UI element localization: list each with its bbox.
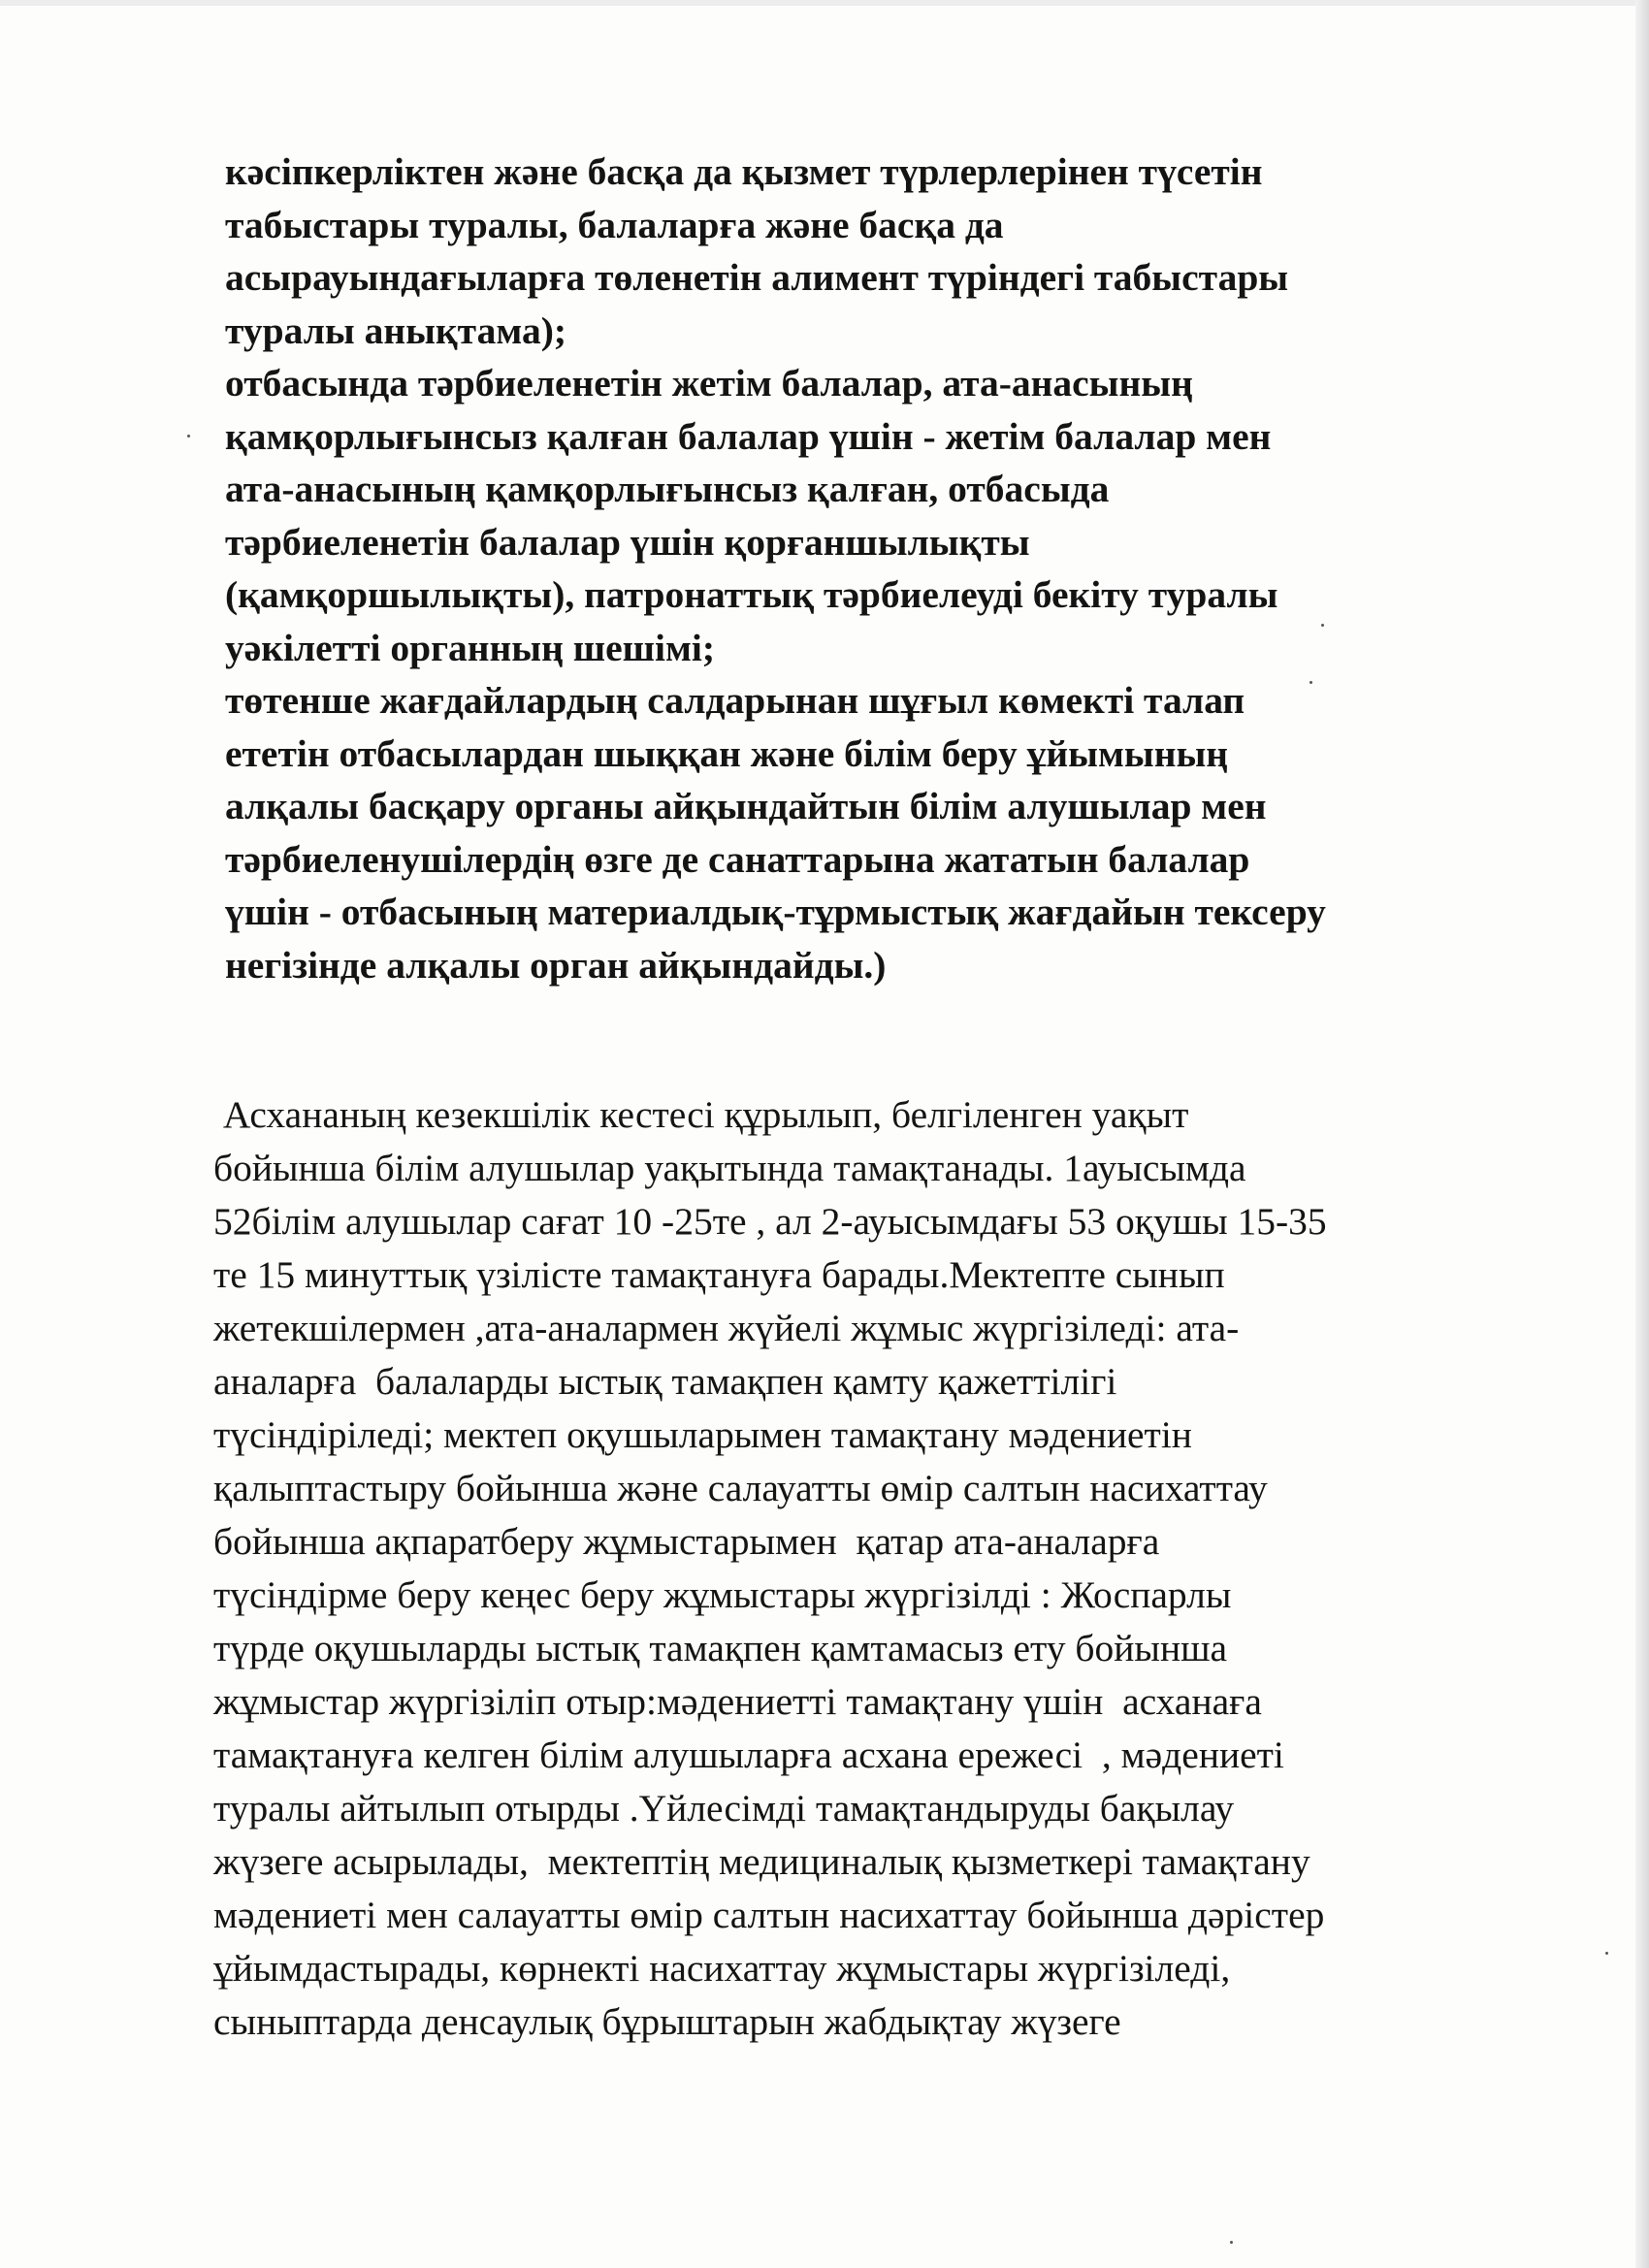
text-line: түсіндіріледі; мектеп оқушыларымен тамақтану мәдениетін [213, 1413, 1192, 1456]
text-line: қалыптастыру бойынша және салауатты өмір салтын насихаттау [213, 1467, 1268, 1509]
text-line: жұмыстар жүргізіліп отыр:мәдениетті тамақтану үшін асханаға [213, 1680, 1262, 1723]
text-line: туралы анықтама); [225, 308, 567, 352]
text-line: (қамқоршылықты), патронаттық тәрбиелеуді бекіту туралы [225, 573, 1278, 616]
text-line: аналарға балаларды ыстық тамақпен қамту қажеттілігі [213, 1360, 1117, 1403]
text-line: бойынша білім алушылар уақытында тамақтанады. 1ауысымда [213, 1147, 1246, 1189]
text-line: тәрбиеленушілердің өзге де санаттарына жататын балалар [225, 837, 1250, 881]
scan-speck [1230, 2241, 1233, 2244]
text-line: табыстары туралы, балаларға және басқа да [225, 203, 1004, 246]
text-line: туралы айтылып отырды .Үйлесімді тамақтандыруды бақылау [213, 1787, 1235, 1830]
text-line: түрде оқушыларды ыстық тамақпен қамтамасыз ету бойынша [213, 1627, 1228, 1669]
text-line: те 15 минуттық үзілісте тамақтануға барады.Мектепте сынып [213, 1253, 1225, 1296]
text-line: отбасында тәрбиеленетін жетім балалар, ата-анасының [225, 362, 1193, 405]
text-line: ететін отбасылардан шыққан және білім беру ұйымының [225, 731, 1229, 775]
text-line: қамқорлығынсыз қалған балалар үшін - жетім балалар мен [225, 414, 1272, 458]
scan-speck [1605, 1952, 1608, 1955]
text-line: тәрбиеленетін балалар үшін қорғаншылықты [225, 520, 1030, 564]
body-paragraph [213, 1088, 1474, 2049]
text-line: 52білім алушылар сағат 10 -25те , ал 2-ауысымдағы 53 оқушы 15-35 [213, 1200, 1327, 1243]
text-line: Асхананың кезекшілік кестесі құрылып, белгіленген уақыт [213, 1093, 1189, 1136]
scan-speck [187, 435, 190, 437]
scan-top-edge [0, 0, 1649, 6]
scan-right-edge [1635, 0, 1649, 2268]
text-line: түсіндірме беру кеңес беру жұмыстары жүргізілді : Жоспарлы [213, 1573, 1232, 1616]
text-line: мәдениеті мен салауатты өмір салтын насихаттау бойынша дәрістер [213, 1894, 1325, 1936]
bold-paragraph [225, 146, 1486, 991]
text-line: бойынша ақпаратберу жұмыстарымен қатар ата-аналарға [213, 1520, 1160, 1563]
text-line: ата-анасының қамқорлығынсыз қалған, отбасыда [225, 468, 1110, 510]
text-line: асырауындағыларға төленетін алимент түріндегі табыстары [225, 256, 1289, 299]
text-line: жетекшілермен ,ата-аналармен жүйелі жұмыс жүргізіледі: ата- [213, 1307, 1240, 1349]
text-line: кәсіпкерліктен және басқа да қызмет түрлерлерінен түсетін [225, 150, 1263, 193]
text-line: төтенше жағдайлардың салдарынан шұғыл көмекті талап [225, 679, 1245, 722]
text-line: сыныптарда денсаулық бұрыштарын жабдықтау жүзеге [213, 2000, 1121, 2043]
text-line: жүзеге асырылады, мектептің медициналық қызметкері тамақтану [213, 1840, 1310, 1883]
text-line: уәкілетті органның шешімі; [225, 626, 715, 669]
text-line: алқалы басқару органы айқындайтын білім алушылар мен [225, 785, 1267, 827]
text-line: тамақтануға келген білім алушыларға асхана ережесі , мәдениеті [213, 1733, 1284, 1776]
text-line: ұйымдастырады, көрнекті насихаттау жұмыстары жүргізіледі, [213, 1947, 1231, 1990]
text-line: негізінде алқалы орган айқындайды.) [225, 943, 887, 987]
text-line: үшін - отбасының материалдық-тұрмыстық жағдайын тексеру [225, 891, 1326, 933]
